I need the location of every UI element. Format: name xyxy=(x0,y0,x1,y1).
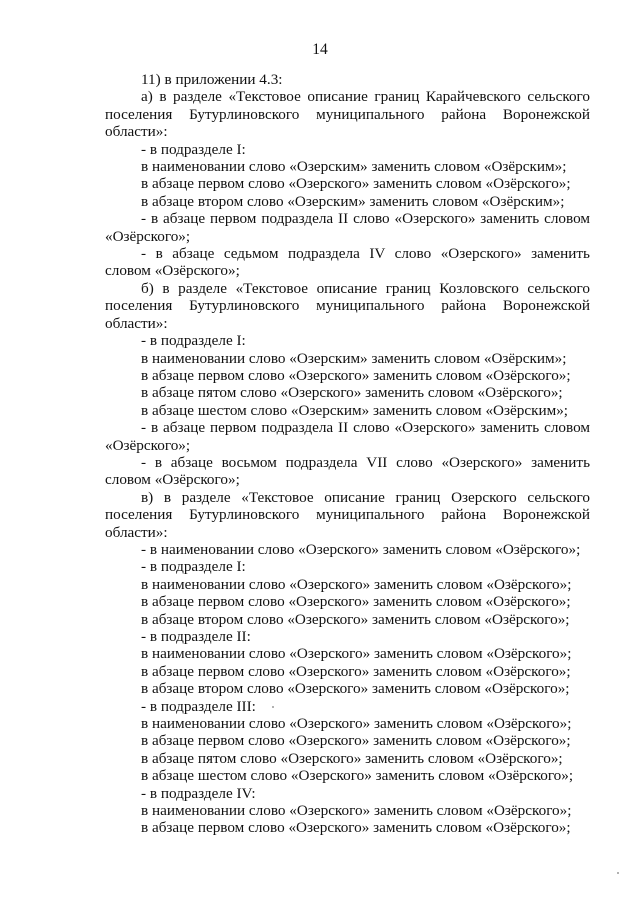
text-line: в наименовании слово «Озерского» заменить словом «Озёрского»; xyxy=(141,802,572,820)
text-line: в абзаце втором слово «Озерским» заменить словом «Озёрским»; xyxy=(141,192,565,210)
text-line: поселения Бутурлиновского муниципального района Воронежской xyxy=(105,297,590,315)
text-line: в абзаце первом слово «Озерского» заменить словом «Озёрского»; xyxy=(141,593,571,611)
text-line: в наименовании слово «Озерским» заменить словом «Озёрским»; xyxy=(141,349,567,367)
page-number: 14 xyxy=(312,41,328,58)
text-line: в абзаце шестом слово «Озерского» заменить словом «Озёрского»; xyxy=(141,767,574,785)
text-line: в абзаце втором слово «Озерского» заменить словом «Озёрского»; xyxy=(141,680,570,698)
text-line: - в наименовании слово «Озерского» заменить словом «Озёрского»; xyxy=(141,540,581,558)
text-line: - в подразделе I: xyxy=(141,140,246,158)
text-line: - в подразделе III: xyxy=(141,697,256,715)
text-line: - в подразделе I: xyxy=(141,332,246,350)
text-line: а) в разделе «Текстовое описание границ Карайчевского сельского xyxy=(141,88,590,106)
text-line: поселения Бутурлиновского муниципального района Воронежской xyxy=(105,105,590,123)
scan-speck xyxy=(272,706,274,708)
text-line: в абзаце пятом слово «Озерского» заменить словом «Озёрского»; xyxy=(141,749,563,767)
text-line: в абзаце первом слово «Озерского» заменить словом «Озёрского»; xyxy=(141,732,571,750)
text-line: в абзаце первом слово «Озерского» заменить словом «Озёрского»; xyxy=(141,662,571,680)
text-line: в наименовании слово «Озерского» заменить словом «Озёрского»; xyxy=(141,715,572,733)
text-line: - в абзаце первом подраздела II слово «Озерского» заменить словом xyxy=(141,419,590,437)
text-line: в наименовании слово «Озерским» заменить словом «Озёрским»; xyxy=(141,158,567,176)
text-line: - в абзаце седьмом подраздела IV слово «Озерского» заменить xyxy=(141,245,590,263)
text-line: поселения Бутурлиновского муниципального района Воронежской xyxy=(105,506,590,524)
text-line: б) в разделе «Текстовое описание границ Козловского сельского xyxy=(141,279,590,297)
text-line: - в подразделе IV: xyxy=(141,784,256,802)
text-line: области»: xyxy=(105,523,168,541)
document-body xyxy=(105,71,590,837)
text-line: в абзаце первом слово «Озерского» заменить словом «Озёрского»; xyxy=(141,819,571,837)
text-line: в) в разделе «Текстовое описание границ Озерского сельского xyxy=(141,488,590,506)
text-line: в абзаце втором слово «Озерского» заменить словом «Озёрского»; xyxy=(141,610,570,628)
text-line: области»: xyxy=(105,314,168,332)
text-line: - в абзаце первом подраздела II слово «Озерского» заменить словом xyxy=(141,210,590,228)
text-line: области»: xyxy=(105,123,168,141)
text-line: в наименовании слово «Озерского» заменить словом «Озёрского»; xyxy=(141,645,572,663)
text-line: в абзаце первом слово «Озерского» заменить словом «Озёрского»; xyxy=(141,366,571,384)
text-line: в абзаце первом слово «Озерского» заменить словом «Озёрского»; xyxy=(141,175,571,193)
text-line: в абзаце пятом слово «Озерского» заменить словом «Озёрского»; xyxy=(141,384,563,402)
text-line: «Озёрского»; xyxy=(105,436,191,454)
text-line: - в абзаце восьмом подраздела VII слово «Озерского» заменить xyxy=(141,453,590,471)
text-line: 11) в приложении 4.3: xyxy=(141,71,283,88)
text-line: - в подразделе I: xyxy=(141,558,246,576)
text-line: словом «Озёрского»; xyxy=(105,471,240,489)
text-line: «Озёрского»; xyxy=(105,227,191,245)
text-line: словом «Озёрского»; xyxy=(105,262,240,280)
text-line: в наименовании слово «Озерского» заменить словом «Озёрского»; xyxy=(141,575,572,593)
text-line: в абзаце шестом слово «Озерским» заменить словом «Озёрским»; xyxy=(141,401,569,419)
scan-speck xyxy=(617,872,619,874)
text-line: - в подразделе II: xyxy=(141,628,251,645)
